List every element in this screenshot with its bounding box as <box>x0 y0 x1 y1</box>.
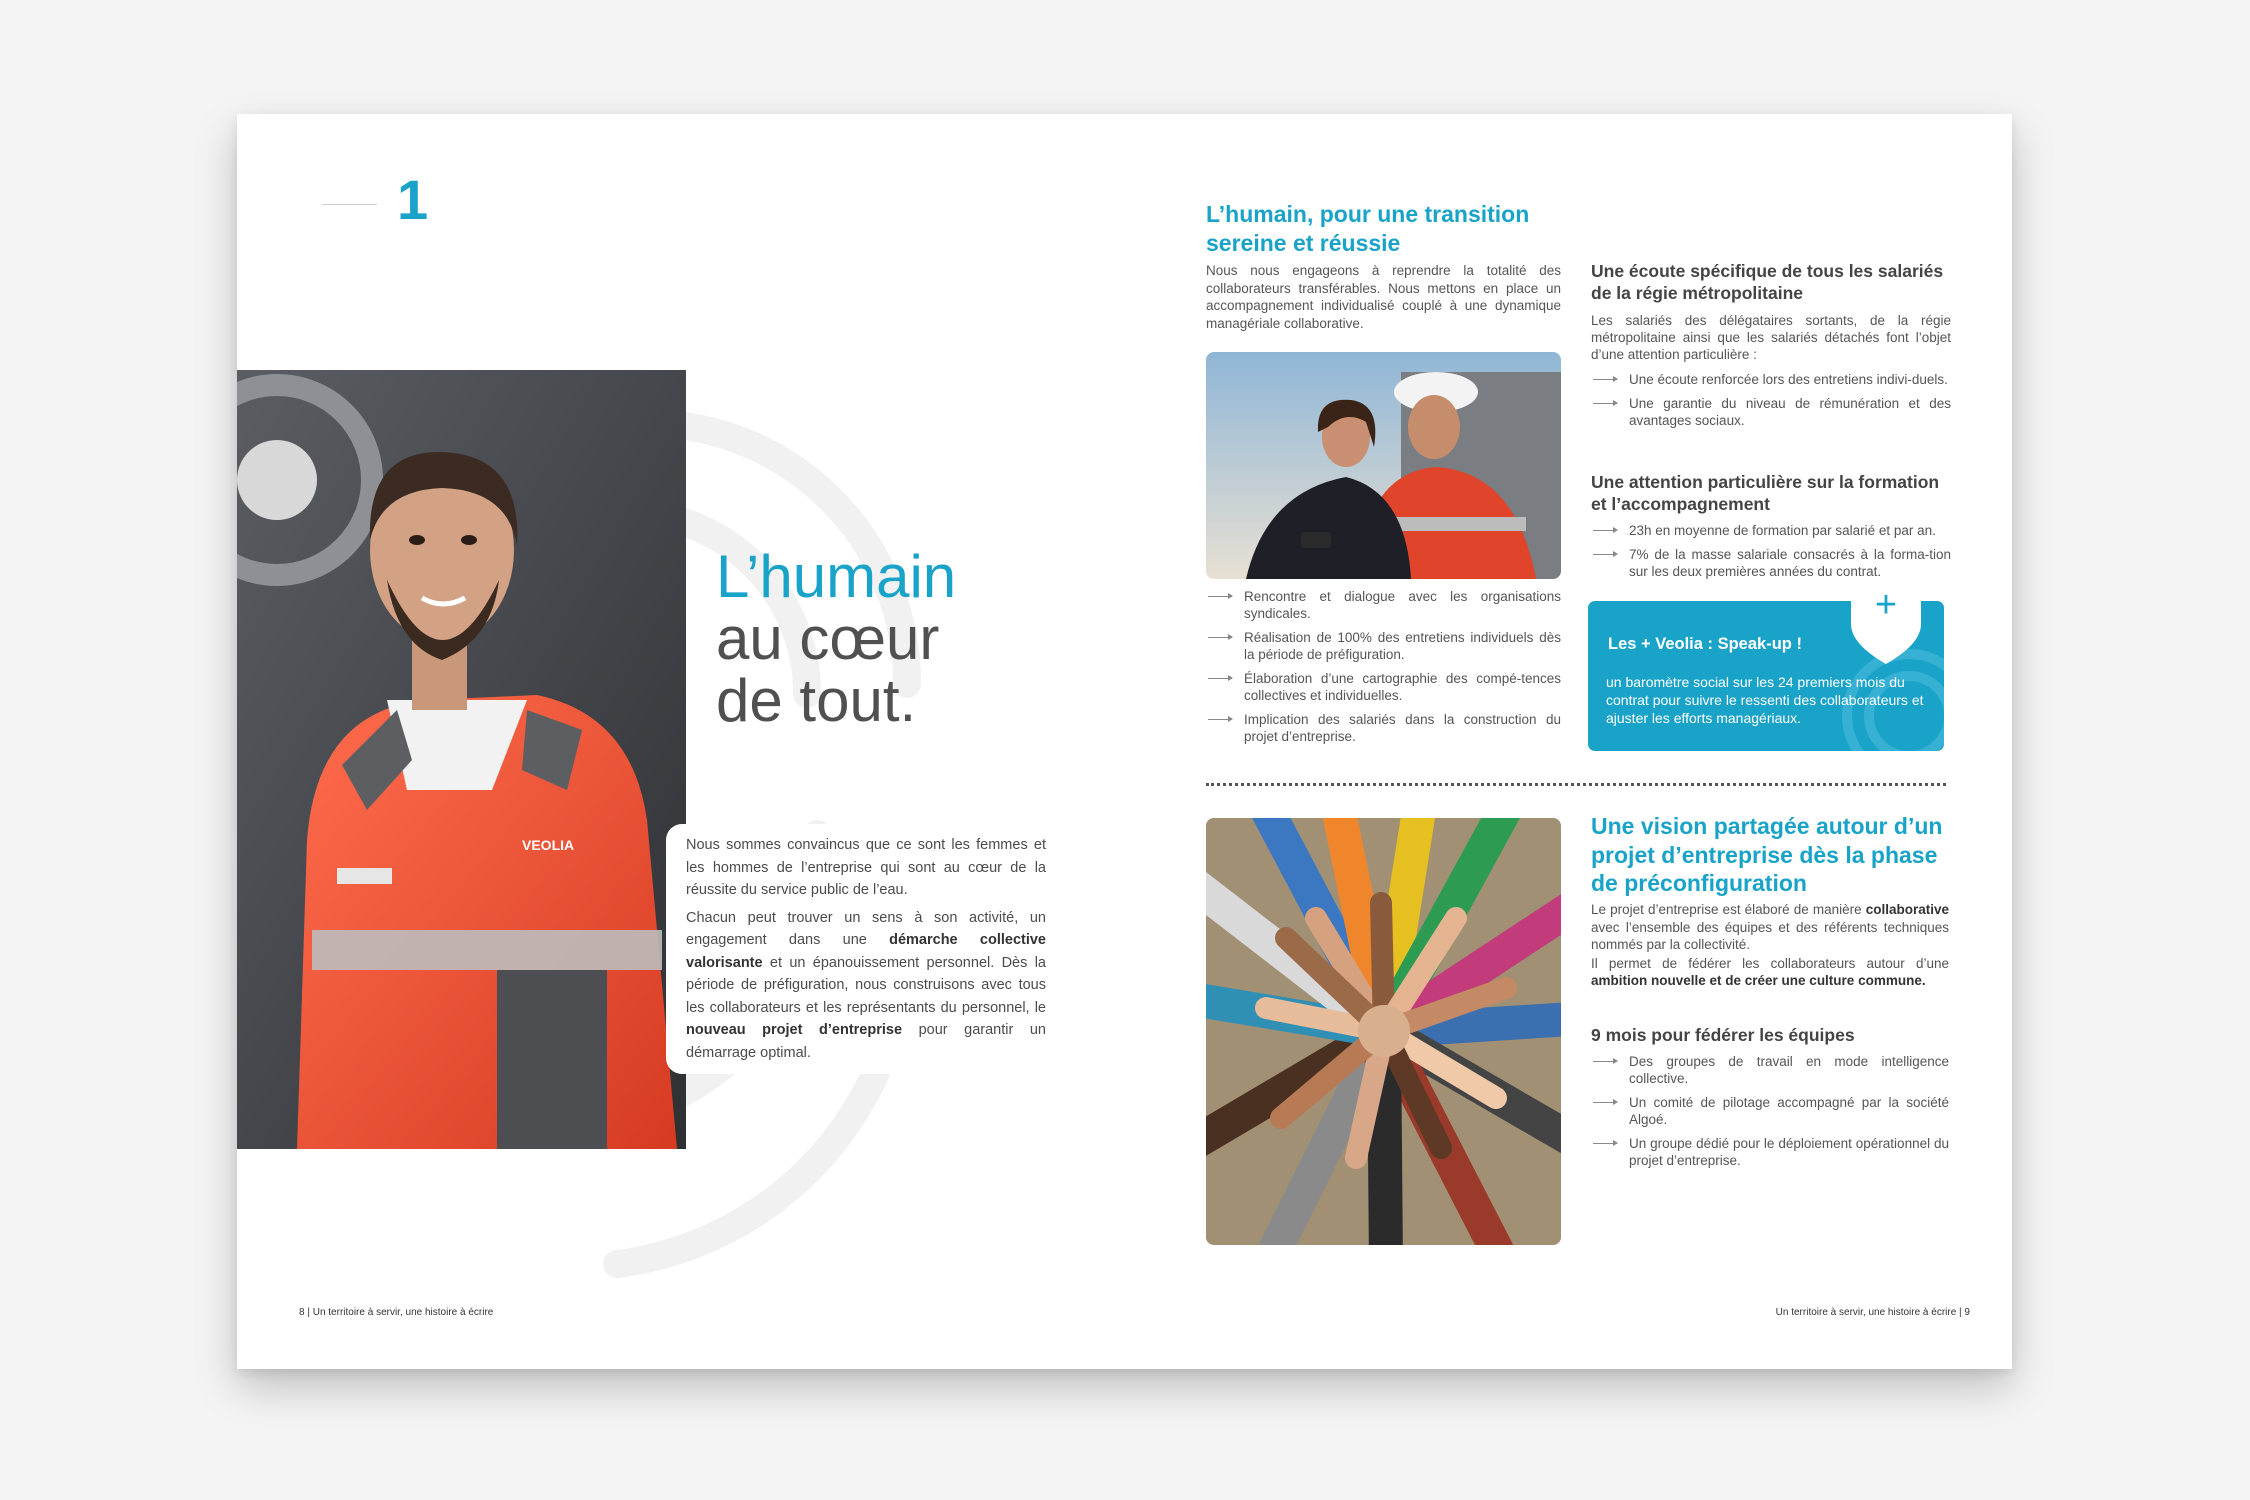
section-title-formation: Une attention particulière sur la formation et l’accompagnement <box>1591 472 1940 514</box>
speak-up-text: un baromètre social sur les 24 premiers mois du contrat pour suivre le ressenti des collaborateurs et ajuster les efforts managériaux. <box>1606 674 1924 726</box>
section-title-ecoute: Une écoute spécifique de tous les salariés de la régie métropolitaine <box>1591 261 1944 303</box>
hero-line-3: de tout. <box>716 667 917 734</box>
section-title-vision: Une vision partagée autour d’un projet d’entreprise dès la phase de préconfiguration <box>1591 813 1943 896</box>
section-divider <box>1206 783 1946 786</box>
ecoute-bullet-list <box>1591 371 1951 436</box>
list-item: Une écoute renforcée lors des entretiens indivi-duels. <box>1591 371 1951 388</box>
brochure-spread <box>237 114 2012 1369</box>
section-title-9-mois: 9 mois pour fédérer les équipes <box>1591 1025 1855 1045</box>
plus-drop-icon <box>1851 584 1921 664</box>
list-item: Élaboration d’une cartographie des compé-tences collectives et individuelles. <box>1206 670 1561 704</box>
hero-line-1: L’humain <box>716 543 957 610</box>
colleagues-photo <box>1206 352 1561 579</box>
list-item: 7% de la masse salariale consacrés à la forma-tion sur les deux premières années du contrat. <box>1591 546 1951 580</box>
list-item: Réalisation de 100% des entretiens individuels dès la période de préfiguration. <box>1206 629 1561 663</box>
list-item: Une garantie du niveau de rémunération et des avantages sociaux. <box>1591 395 1951 429</box>
transition-bullet-list <box>1206 588 1561 752</box>
formation-bullet-list <box>1591 522 1951 587</box>
chapter-number: 1 <box>397 168 429 231</box>
section-title-transition: L’humain, pour une transition sereine et réussie <box>1206 201 1530 256</box>
intro-paragraph-1: Nous sommes convaincus que ce sont les femmes et les hommes de l’entreprise qui sont au cœur de la réussite du service public de l’eau. <box>686 837 1046 898</box>
equipes-bullet-list <box>1591 1053 1949 1176</box>
hero-line-2: au cœur <box>716 605 940 672</box>
list-item: 23h en moyenne de formation par salarié et par an. <box>1591 522 1951 539</box>
intro-paragraph-2: Chacun peut trouver un sens à son activité, un engagement dans une démarche collective valorisante et un épanouissement personnel. Dès la période de préfiguration, nous construisons avec tous les collaborateurs et les représentants du personnel, le nouveau projet d’entreprise pour garantir un démarrage optimal. <box>686 909 1046 1061</box>
hero-title <box>716 543 957 734</box>
speak-up-title: Les + Veolia : Speak-up ! <box>1608 635 1802 653</box>
team-hands-photo <box>1206 818 1561 1245</box>
worker-portrait-photo <box>237 370 686 1149</box>
veolia-vest-logo: VEOLIA <box>522 837 575 853</box>
section-text-ecoute: Les salariés des délégataires sortants, de la régie métropolitaine ainsi que les salariés détachés font l’objet d’une attention particulière : <box>1591 313 1951 362</box>
svg-text:+: + <box>1874 584 1898 626</box>
section-text-vision <box>1591 901 1949 991</box>
section-text-transition: Nous nous engageons à reprendre la totalité des collaborateurs transférables. Nous mettons en place un accompagnement individualisé couplé à une dynamique managériale collaborative. <box>1206 263 1561 331</box>
list-item: Un comité de pilotage accompagné par la société Algoé. <box>1591 1094 1949 1128</box>
vision-paragraph-2: Il permet de fédérer les collaborateurs autour d’une ambition nouvelle et de créer une culture commune. <box>1591 955 1949 988</box>
chapter-rule <box>322 204 377 205</box>
footer-right-page: Un territoire à servir, une histoire à écrire | 9 <box>1775 1307 1970 1318</box>
list-item: Rencontre et dialogue avec les organisations syndicales. <box>1206 588 1561 622</box>
list-item: Des groupes de travail en mode intelligence collective. <box>1591 1053 1949 1087</box>
list-item: Implication des salariés dans la construction du projet d’entreprise. <box>1206 711 1561 745</box>
intro-text-box <box>666 824 1066 1074</box>
footer-left-page: 8 | Un territoire à servir, une histoire à écrire <box>299 1307 494 1318</box>
list-item: Un groupe dédié pour le déploiement opérationnel du projet d’entreprise. <box>1591 1135 1949 1169</box>
vision-paragraph-1: Le projet d’entreprise est élaboré de manière collaborative avec l’ensemble des équipes et des référents techniques nommés par la collectivité. <box>1591 902 1949 952</box>
